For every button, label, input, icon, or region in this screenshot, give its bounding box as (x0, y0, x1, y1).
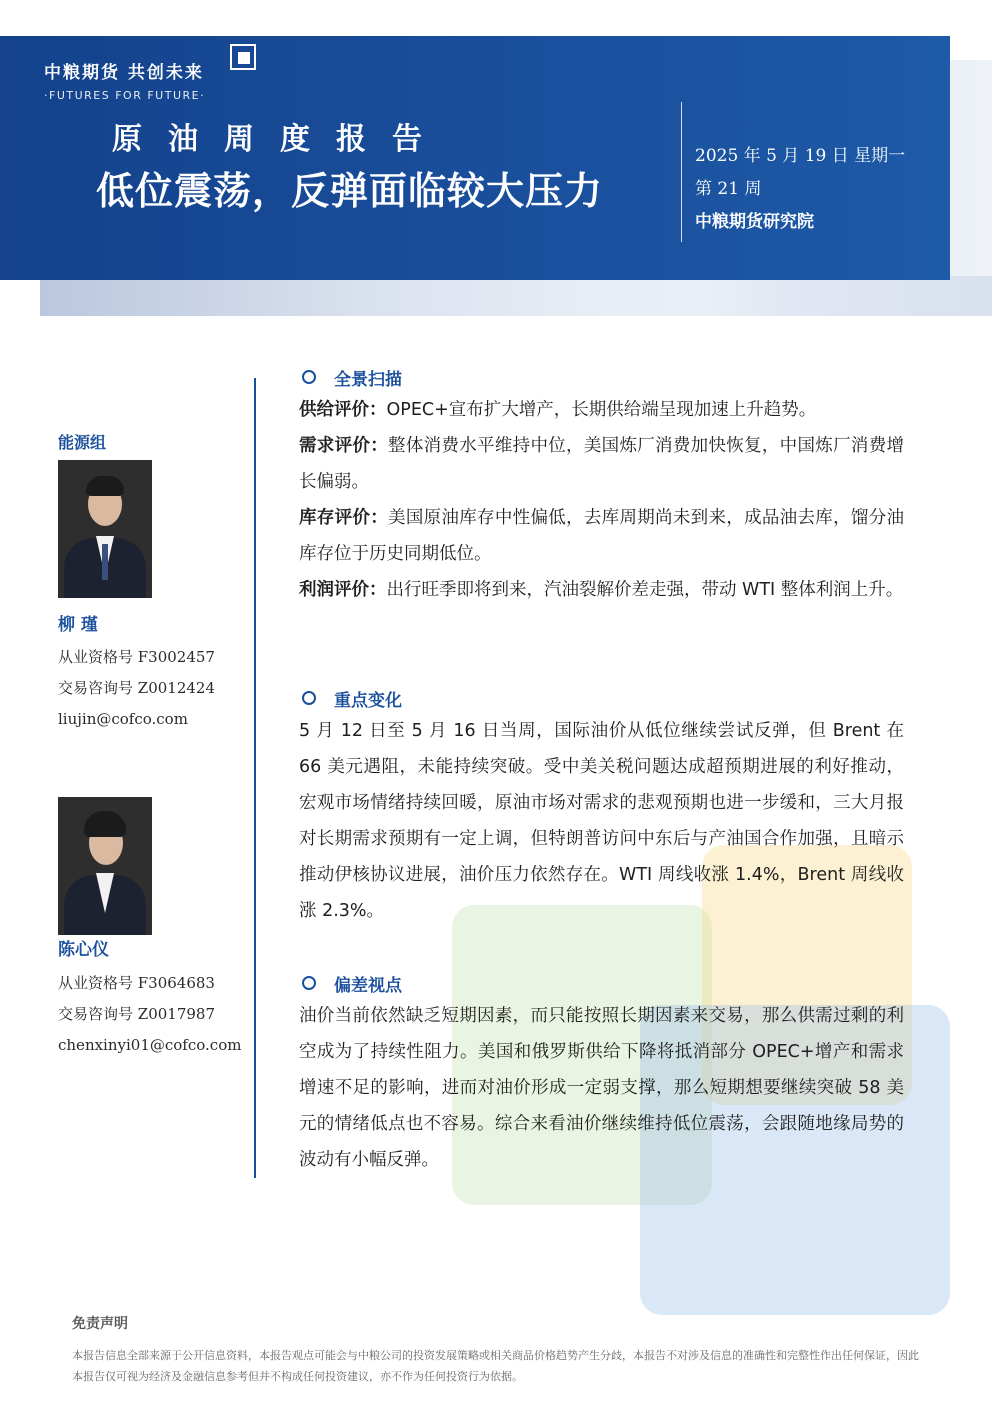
disclaimer (72, 1313, 928, 1387)
analyst-2-info (58, 968, 243, 1061)
analyst-2-email[interactable]: chenxinyi01@cofco.com (58, 1036, 242, 1054)
analyst-1-name: 柳 瑾 (58, 615, 98, 635)
analyst-2-qualification: 从业资格号 F3064683 (58, 974, 215, 992)
report-banner (0, 36, 950, 280)
report-date: 2025 年 5 月 19 日 星期一 (695, 146, 906, 166)
analyst-1-qualification: 从业资格号 F3002457 (58, 648, 215, 666)
overview-demand: 需求评价：整体消费水平维持中位，美国炼厂消费加快恢复，中国炼厂消费增长偏弱。 (299, 436, 904, 492)
disclaimer-title: 免责声明 (72, 1316, 128, 1332)
report-week: 第 21 周 (695, 179, 762, 199)
section-bias-view (299, 968, 904, 1178)
analyst-1-info (58, 642, 243, 735)
overview-supply: 供给评价：OPEC+宣布扩大增产，长期供给端呈现加速上升趋势。 (299, 400, 817, 420)
analyst-1-email[interactable]: liujin@cofco.com (58, 710, 188, 728)
bullet-circle-icon (302, 370, 316, 384)
section-key-changes (299, 683, 904, 929)
report-meta (695, 140, 905, 239)
bias-view-text: 油价当前依然缺乏短期因素，而只能按照长期因素来交易，那么供需过剩的利空成为了持续性阻力。美国和俄罗斯供给下降将抵消部分 OPEC+增产和需求增速不足的影响，进而对油价形成一定弱支撑，那么短期想要继续突破 58 美元的情绪低点也不容易。综合来看油价继续维持低位震荡，会跟随地缘局势的波动有小幅反弹。 (299, 1006, 904, 1170)
company-logo (44, 58, 205, 102)
analyst-2-consulting: 交易咨询号 Z0017987 (58, 1005, 215, 1023)
analyst-1-consulting: 交易咨询号 Z0012424 (58, 679, 215, 697)
report-type: 原油周度报告 (112, 122, 448, 157)
overview-profit: 利润评价：出行旺季即将到来，汽油裂解价差走强，带动 WTI 整体利润上升。 (299, 580, 904, 600)
key-changes-text: 5 月 12 日至 5 月 16 日当周，国际油价从低位继续尝试反弹，但 Brent 在 66 美元遇阻，未能持续突破。受中美关税问题达成超预期进展的利好推动，宏观市场情绪持续回暖，原油市场对需求的悲观预期也进一步缓和，三大月报对长期需求预期有一定上调，但特朗普访问中东后与产油国合作加强，且暗示推动伊核协议进展，油价压力依然存在。WTI 周线收涨 1.4%，Brent 周线收涨 2.3%。 (299, 721, 904, 921)
bullet-circle-icon (302, 976, 316, 990)
section-overview-header (299, 362, 904, 392)
disclaimer-text: 本报告信息全部来源于公开信息资料，本报告观点可能会与中粮公司的投资发展策略或相关商品价格趋势产生分歧，本报告不对涉及信息的准确性和完整性作出任何保证，因此本报告仅可视为经济及金融信息参考但并不构成任何投资建议，亦不作为任何投资行为依据。 (72, 1349, 919, 1383)
logo-main-text: 中粮期货 共创未来 (44, 63, 204, 83)
report-title: 低位震荡，反弹面临较大压力 (96, 168, 604, 213)
analyst-2-photo (58, 797, 152, 935)
team-name: 能源组 (58, 433, 107, 452)
section-overview-title: 全景扫描 (334, 369, 402, 390)
header-divider (681, 102, 682, 242)
section-overview (299, 362, 904, 608)
logo-sub-text: ·FUTURES FOR FUTURE· (44, 89, 206, 102)
section-key-changes-title: 重点变化 (334, 690, 402, 711)
overview-inventory: 库存评价：美国原油库存中性偏低，去库周期尚未到来，成品油去库，馏分油库存位于历史同期低位。 (299, 508, 904, 564)
logo-mark-icon (230, 44, 256, 70)
report-institute: 中粮期货研究院 (695, 212, 814, 232)
analyst-2-name: 陈心仪 (58, 940, 109, 960)
bullet-circle-icon (302, 691, 316, 705)
section-bias-view-title: 偏差视点 (334, 975, 402, 996)
section-bias-view-header (299, 968, 904, 998)
column-divider (254, 378, 256, 1178)
analyst-1-photo (58, 460, 152, 598)
section-key-changes-header (299, 683, 904, 713)
